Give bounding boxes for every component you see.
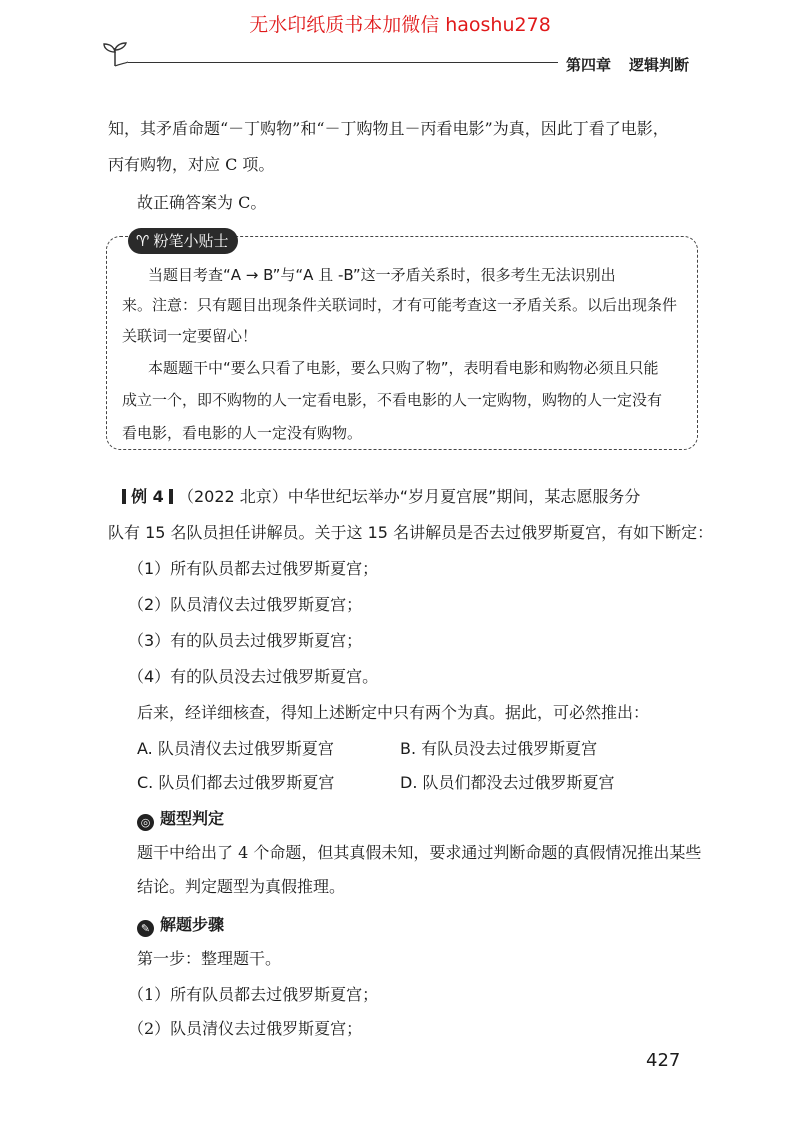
header-rule [128, 62, 558, 63]
tip-title: 粉笔小贴士 [153, 232, 229, 250]
leaf-icon: ♈ [136, 232, 150, 250]
solution-step-1: 第一步：整理题干。 [137, 949, 282, 968]
running-header [566, 54, 689, 75]
page-number: 427 [646, 1050, 681, 1071]
tip-text-line: 当题目考查“A → B”与“A 且 -B”这一矛盾关系时，很多考生无法识别出 [148, 266, 616, 284]
explanation-line-1: 知，其矛盾命题“－丁购物”和“－丁购物且－丙看电影”为真，因此丁看了电影， [108, 119, 669, 138]
solution-title: 解题步骤 [160, 915, 225, 934]
statement-3: （3）有的队员去过俄罗斯夏宫； [128, 631, 363, 650]
option-a: A. 队员清仪去过俄罗斯夏宫 [137, 739, 334, 758]
option-c: C. 队员们都去过俄罗斯夏宫 [137, 773, 335, 792]
example-intro-text: （2022 北京）中华世纪坛举办“岁月夏宫展”期间，某志愿服务分 [178, 487, 641, 506]
example-intro-line-2: 队有 15 名队员担任讲解员。关于这 15 名讲解员是否去过俄罗斯夏宫，有如下断定： [108, 523, 714, 542]
type-section-line-2: 结论。判定题型为真假推理。 [137, 877, 346, 896]
tip-text-line: 来。注意：只有题目出现条件关联词时，才有可能考查这一矛盾关系。以后出现条件 [122, 296, 678, 314]
explanation-line-2: 丙有购物，对应 C 项。 [108, 155, 275, 174]
example-label-bar [122, 489, 126, 504]
statement-2: （2）队员清仪去过俄罗斯夏宫； [128, 595, 363, 614]
solution-heading [137, 912, 224, 937]
example-label-bar [169, 489, 173, 504]
example-intro-line-1 [122, 486, 640, 508]
tip-title-badge [128, 228, 238, 254]
chapter-label: 第四章 [566, 56, 612, 74]
tip-text-line: 关联词一定要留心！ [122, 327, 258, 345]
statement-1: （1）所有队员都去过俄罗斯夏宫； [128, 559, 379, 578]
pen-icon: ✎ [137, 920, 154, 937]
type-section-title: 题型判定 [160, 809, 225, 828]
statement-4: （4）有的队员没去过俄罗斯夏宫。 [128, 667, 379, 686]
example-label: 例 4 [131, 487, 164, 506]
tip-text-line: 看电影，看电影的人一定没有购物。 [122, 424, 363, 442]
sprout-icon [100, 38, 130, 68]
solution-item-2: （2）队员清仪去过俄罗斯夏宫； [128, 1019, 363, 1038]
section-label: 逻辑判断 [629, 56, 690, 74]
option-b: B. 有队员没去过俄罗斯夏宫 [400, 739, 598, 758]
target-icon: ◎ [137, 814, 154, 831]
answer-conclusion: 故正确答案为 C。 [137, 193, 267, 212]
type-section-heading [137, 806, 224, 831]
solution-item-1: （1）所有队员都去过俄罗斯夏宫； [128, 985, 379, 1004]
type-section-line-1: 题干中给出了 4 个命题，但其真假未知，要求通过判断命题的真假情况推出某些 [137, 843, 702, 862]
watermark: 无水印纸质书本加微信 haoshu278 [249, 14, 551, 36]
question-stem: 后来，经详细核查，得知上述断定中只有两个为真。据此，可必然推出： [137, 703, 650, 722]
option-d: D. 队员们都没去过俄罗斯夏宫 [400, 773, 615, 792]
tip-text-line: 本题题干中“要么只看了电影，要么只购了物”，表明看电影和购物必须且只能 [148, 359, 659, 377]
tip-text-line: 成立一个，即不购物的人一定看电影，不看电影的人一定购物，购物的人一定没有 [122, 391, 663, 409]
